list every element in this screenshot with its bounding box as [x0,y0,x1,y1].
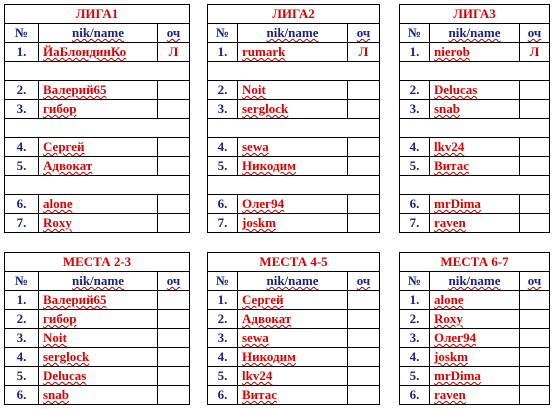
table-row: 3. Noit [5,329,190,348]
blank-row [208,119,380,138]
col-number-header: № [5,24,39,43]
table-row: 2. Noit [208,81,380,100]
table-row: 4. sewa [208,138,380,157]
table-row: 7. raven [400,214,550,233]
table-row: 3. гибор [5,100,190,119]
col-score-header: оч [520,272,550,291]
col-name-header: nik/name [430,272,520,291]
table-row: 3. serglock [208,100,380,119]
col-score-header: оч [158,24,190,43]
table-row: 5. Витас [400,157,550,176]
table-row: 2. Roxy [400,310,550,329]
table-row: 2. Адвокат [208,310,380,329]
col-number-header: № [400,272,430,291]
table-row: 5. Никодим [208,157,380,176]
blank-row [400,62,550,81]
col-score-header: оч [520,24,550,43]
block-title: ЛИГА2 [208,5,380,24]
table-row: 6. Витас [208,386,380,405]
table-row: 2. гибор [5,310,190,329]
block-title: МЕСТА 4-5 [208,253,380,272]
col-number-header: № [5,272,39,291]
block-title: ЛИГА1 [5,5,190,24]
table-row: 3. snab [400,100,550,119]
blank-row [400,176,550,195]
blank-row [5,119,190,138]
blank-row [208,176,380,195]
col-number-header: № [400,24,430,43]
block-title: ЛИГА3 [400,5,550,24]
table-row: 1. Сергей [208,291,380,310]
table-row: 4. Никодим [208,348,380,367]
table-row: 5. Адвокат [5,157,190,176]
league-1-table [4,4,190,233]
table-row: 4. lkv24 [400,138,550,157]
block-title: МЕСТА 2-3 [5,253,190,272]
col-number-header: № [208,24,238,43]
places-6-7-table [399,252,550,405]
table-row: 6. mrDima [400,195,550,214]
table-row: 4. Сергей [5,138,190,157]
table-row: 1. ЙаБлондинКо Л [5,43,190,62]
col-name-header: nik/name [39,24,158,43]
table-row: 3. Олег94 [400,329,550,348]
table-row: 6. Олег94 [208,195,380,214]
col-name-header: nik/name [430,24,520,43]
table-row: 7. joskm [208,214,380,233]
col-name-header: nik/name [39,272,158,291]
table-row: 1. alone [400,291,550,310]
places-4-5-table [207,252,380,405]
block-title: МЕСТА 6-7 [400,253,550,272]
blank-row [400,119,550,138]
table-row: 6. alone [5,195,190,214]
table-row: 5. mrDima [400,367,550,386]
table-row: 1. Валерий65 [5,291,190,310]
col-score-header: оч [348,272,380,291]
table-row: 1. nierob Л [400,43,550,62]
league-3-table [399,4,550,233]
table-row: 1. rumark Л [208,43,380,62]
table-row: 2. Валерий65 [5,81,190,100]
table-row: 7. Roxy [5,214,190,233]
blank-row [208,62,380,81]
col-score-header: оч [348,24,380,43]
table-row: 6. snab [5,386,190,405]
table-row: 4. joskm [400,348,550,367]
col-number-header: № [208,272,238,291]
blank-row [5,176,190,195]
table-row: 6. raven [400,386,550,405]
col-name-header: nik/name [238,272,348,291]
table-row: 3. sewa [208,329,380,348]
league-2-table [207,4,380,233]
table-row: 2. Delucas [400,81,550,100]
places-2-3-table [4,252,190,405]
col-name-header: nik/name [238,24,348,43]
table-row: 5. lkv24 [208,367,380,386]
col-score-header: оч [158,272,190,291]
blank-row [5,62,190,81]
table-row: 4. serglock [5,348,190,367]
table-row: 5. Delucas [5,367,190,386]
